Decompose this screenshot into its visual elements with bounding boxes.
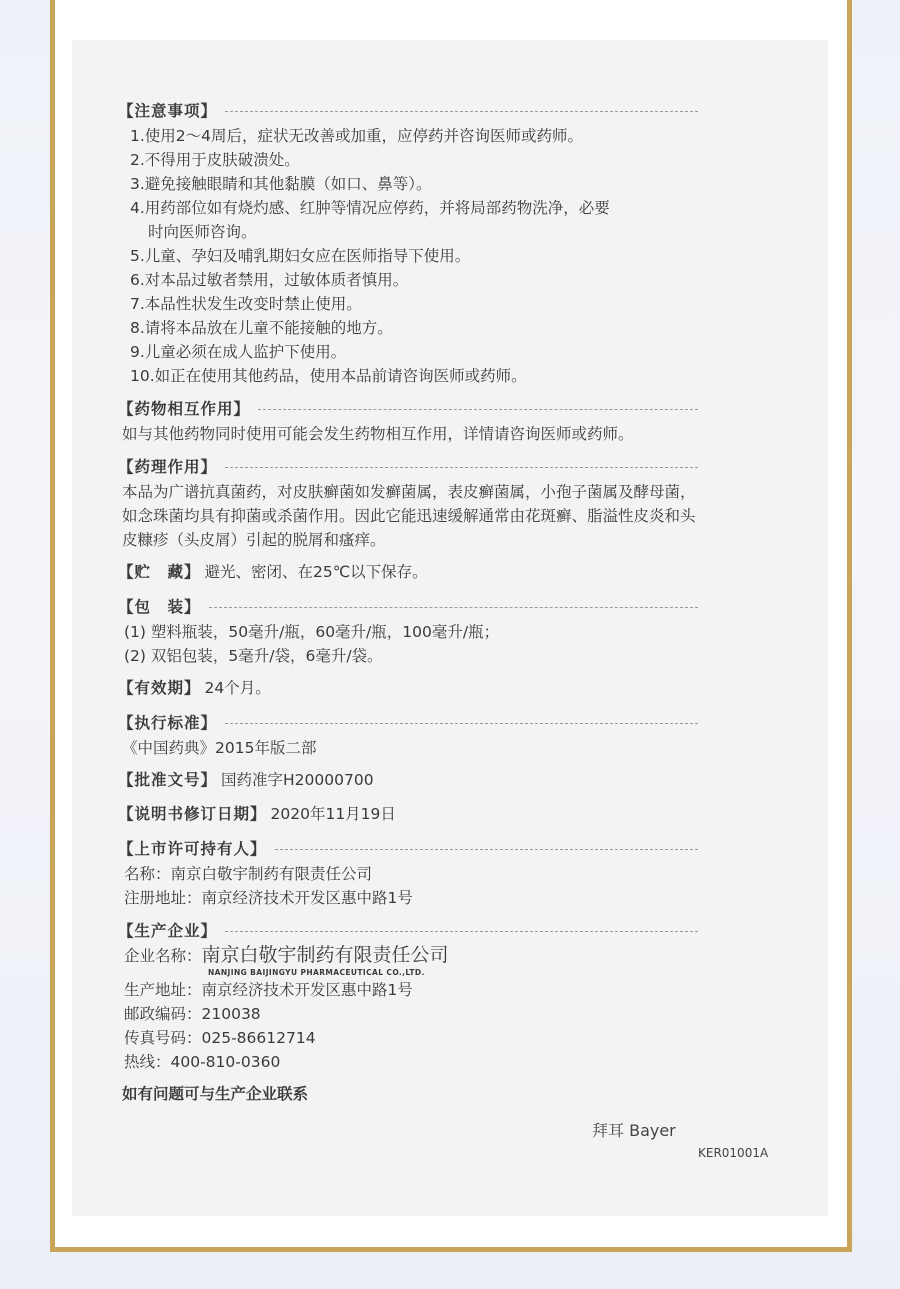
section-validity — [118, 676, 698, 700]
dashed-divider — [225, 467, 698, 468]
company-name-english: NANJING BAIJINGYU PHARMACEUTICAL CO.,LTD. — [208, 968, 425, 977]
section-title: 【执行标准】 — [118, 714, 218, 732]
document-code: KER01001A — [698, 1146, 769, 1160]
holder-address: 注册地址：南京经济技术开发区惠中路1号 — [124, 889, 413, 907]
section-text: 如与其他药物同时使用可能会发生药物相互作用，详情请咨询医师或药师。 — [122, 425, 634, 443]
section-holder — [118, 836, 698, 910]
dashed-divider — [225, 723, 698, 724]
holder-name: 名称：南京白敬宇制药有限责任公司 — [124, 865, 373, 883]
section-header — [118, 710, 698, 736]
section-value: 国药准字H20000700 — [221, 771, 374, 789]
dashed-divider — [225, 931, 698, 932]
brand-mark: 拜耳 Bayer — [592, 1121, 676, 1140]
section-title: 【药理作用】 — [118, 458, 218, 476]
list-item: (2) 双铝包装，5毫升/袋，6毫升/袋。 — [124, 647, 383, 665]
section-header — [118, 918, 698, 944]
list-item: 7.本品性状发生改变时禁止使用。 — [130, 295, 362, 313]
section-header — [118, 454, 698, 480]
postal-code: 邮政编码：210038 — [124, 1005, 261, 1023]
list-item: 5.儿童、孕妇及哺乳期妇女应在医师指导下使用。 — [130, 247, 471, 265]
dashed-divider — [258, 409, 698, 410]
list-item: 6.对本品过敏者禁用，过敏体质者慎用。 — [130, 271, 409, 289]
section-pharmacology — [118, 454, 698, 552]
hotline: 热线：400-810-0360 — [124, 1053, 281, 1071]
section-header — [118, 396, 698, 422]
section-header — [118, 594, 698, 620]
section-title: 【注意事项】 — [118, 102, 218, 120]
leaflet-content — [118, 98, 698, 1106]
list-item: 9.儿童必须在成人监护下使用。 — [130, 343, 347, 361]
section-title: 【有效期】 — [118, 679, 201, 697]
list-item: 3.避免接触眼睛和其他黏膜（如口、鼻等）。 — [130, 175, 432, 193]
section-header — [118, 836, 698, 862]
list-item: 8.请将本品放在儿童不能接触的地方。 — [130, 319, 393, 337]
list-item: 1.使用2～4周后，症状无改善或加重，应停药并咨询医师或药师。 — [130, 127, 584, 145]
section-text: 本品为广谱抗真菌药，对皮肤癣菌如发癣菌属，表皮癣菌属，小孢子菌属及酵母菌，如念珠菌均具有抑菌或杀菌作用。因此它能迅速缓解通常由花斑癣、脂溢性皮炎和头皮糠疹（头皮屑）引起的脱屑和瘙痒。 — [122, 483, 696, 549]
dashed-divider — [275, 849, 698, 850]
list-item: (1) 塑料瓶装，50毫升/瓶，60毫升/瓶，100毫升/瓶； — [124, 623, 500, 641]
section-revision — [118, 802, 698, 826]
company-name-block — [118, 944, 698, 978]
section-interactions — [118, 396, 698, 446]
section-title: 【批准文号】 — [118, 771, 218, 789]
list-item: 4.用药部位如有烧灼感、红肿等情况应停药，并将局部药物洗净，必要 — [130, 199, 610, 217]
section-manufacturer — [118, 918, 698, 1074]
section-title: 【生产企业】 — [118, 922, 218, 940]
fax-number: 传真号码：025-86612714 — [124, 1029, 316, 1047]
section-standard — [118, 710, 698, 760]
list-item: 2.不得用于皮肤破溃处。 — [130, 151, 300, 169]
section-value: 《中国药典》2015年版二部 — [122, 739, 317, 757]
list-item: 10.如正在使用其他药品，使用本品前请咨询医师或药师。 — [130, 367, 527, 385]
dashed-divider — [209, 607, 698, 608]
section-title: 【包 装】 — [118, 598, 201, 616]
list-item-continuation: 时向医师咨询。 — [148, 223, 257, 241]
production-address: 生产地址：南京经济技术开发区惠中路1号 — [124, 981, 413, 999]
section-title: 【上市许可持有人】 — [118, 840, 267, 858]
section-value: 24个月。 — [204, 679, 271, 697]
section-value: 避光、密闭、在25℃以下保存。 — [204, 563, 428, 581]
section-storage — [118, 560, 698, 584]
section-precautions — [118, 98, 698, 388]
section-value: 2020年11月19日 — [270, 805, 396, 823]
contact-note: 如有问题可与生产企业联系 — [122, 1085, 309, 1103]
section-packaging — [118, 594, 698, 668]
company-name: 南京白敬宇制药有限责任公司 — [201, 944, 449, 966]
dashed-divider — [225, 111, 698, 112]
section-title: 【贮 藏】 — [118, 563, 201, 581]
company-name-label: 企业名称： — [124, 947, 202, 965]
section-title: 【说明书修订日期】 — [118, 805, 267, 823]
section-header — [118, 98, 698, 124]
section-title: 【药物相互作用】 — [118, 400, 251, 418]
section-approval — [118, 768, 698, 792]
